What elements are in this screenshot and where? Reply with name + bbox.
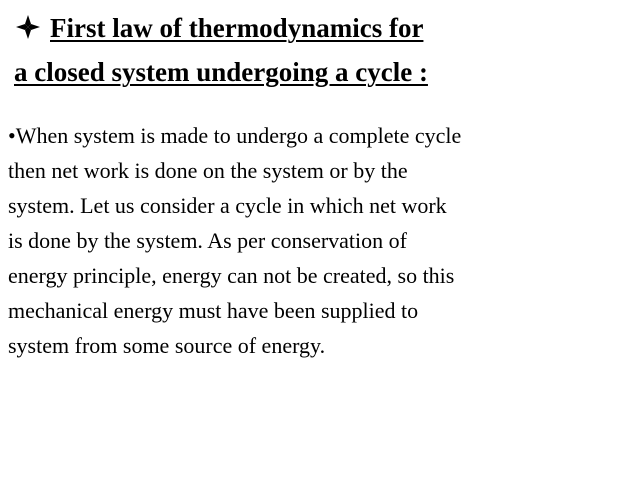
body-line: system. Let us consider a cycle in which net work — [8, 193, 447, 218]
title-line-1 — [14, 6, 634, 50]
body-line: •When system is made to undergo a complete cycle — [8, 123, 462, 148]
title-line-2 — [14, 50, 634, 94]
body-line: then net work is done on the system or by the — [8, 158, 408, 183]
body-line: system from some source of energy. — [8, 333, 326, 358]
title-text-line-1: First law of thermodynamics for — [50, 13, 424, 43]
body-paragraph — [8, 118, 634, 363]
body-line: is done by the system. As per conservation of — [8, 228, 407, 253]
title-text-line-2: a closed system undergoing a cycle : — [14, 57, 428, 87]
diamond-bullet-icon — [16, 15, 40, 39]
slide-title — [14, 6, 634, 94]
body-line: mechanical energy must have been supplied to — [8, 298, 419, 323]
body-line: energy principle, energy can not be created, so this — [8, 263, 455, 288]
